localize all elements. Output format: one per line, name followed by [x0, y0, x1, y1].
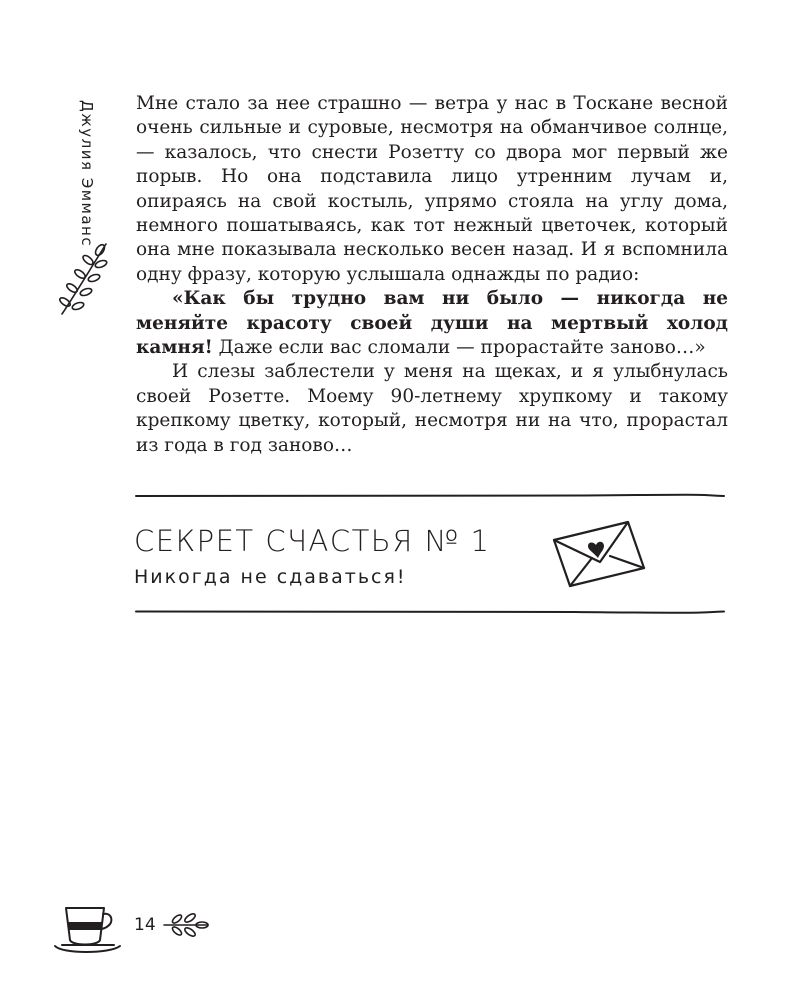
quote-rest: Даже если вас сломали — прорастайте заново…»: [212, 337, 706, 359]
secret-subtitle: Никогда не сдаваться!: [134, 566, 407, 588]
quote-paragraph: [136, 287, 728, 360]
envelope-heart-icon: [548, 516, 648, 592]
quote-bold: «Как бы трудно вам ни было — никогда не меняйте красоту своей души на мертвый холод камня!: [136, 288, 728, 359]
leaf-sprig-icon: [54, 238, 114, 318]
body-text: [136, 92, 728, 458]
page-number: 14: [134, 915, 156, 935]
teacup-icon: [52, 900, 124, 956]
top-divider: [134, 492, 726, 500]
bottom-divider: [134, 608, 726, 616]
paragraph-1: Мне стало за нее страшно — ветра у нас в Тоскане весной очень сильные и суровые, несмотря на обманчивое солнце, — казалось, что снести Розетту со двора мог первый же порыв. Но она подставила лицо утренним лучам и, опираясь на свой костыль, упрямо стояла на углу дома, немного пошатываясь, как тот нежный цветочек, который она мне показывала несколько весен назад. И я вспомнила одну фразу, которую услышала однажды по радио:: [136, 93, 728, 285]
paragraph-3: И слезы заблестели у меня на щеках, и я улыбнулась своей Розетте. Моему 90-летнему хрупкому и такому крепкому цветку, который, несмотря ни на что, прорастал из года в год заново…: [136, 361, 728, 456]
leaf-sprig-icon: [162, 910, 212, 940]
author-name-vertical: Джулия Эмманс: [78, 100, 96, 248]
secret-title: СЕКРЕТ СЧАСТЬЯ № 1: [134, 524, 491, 558]
